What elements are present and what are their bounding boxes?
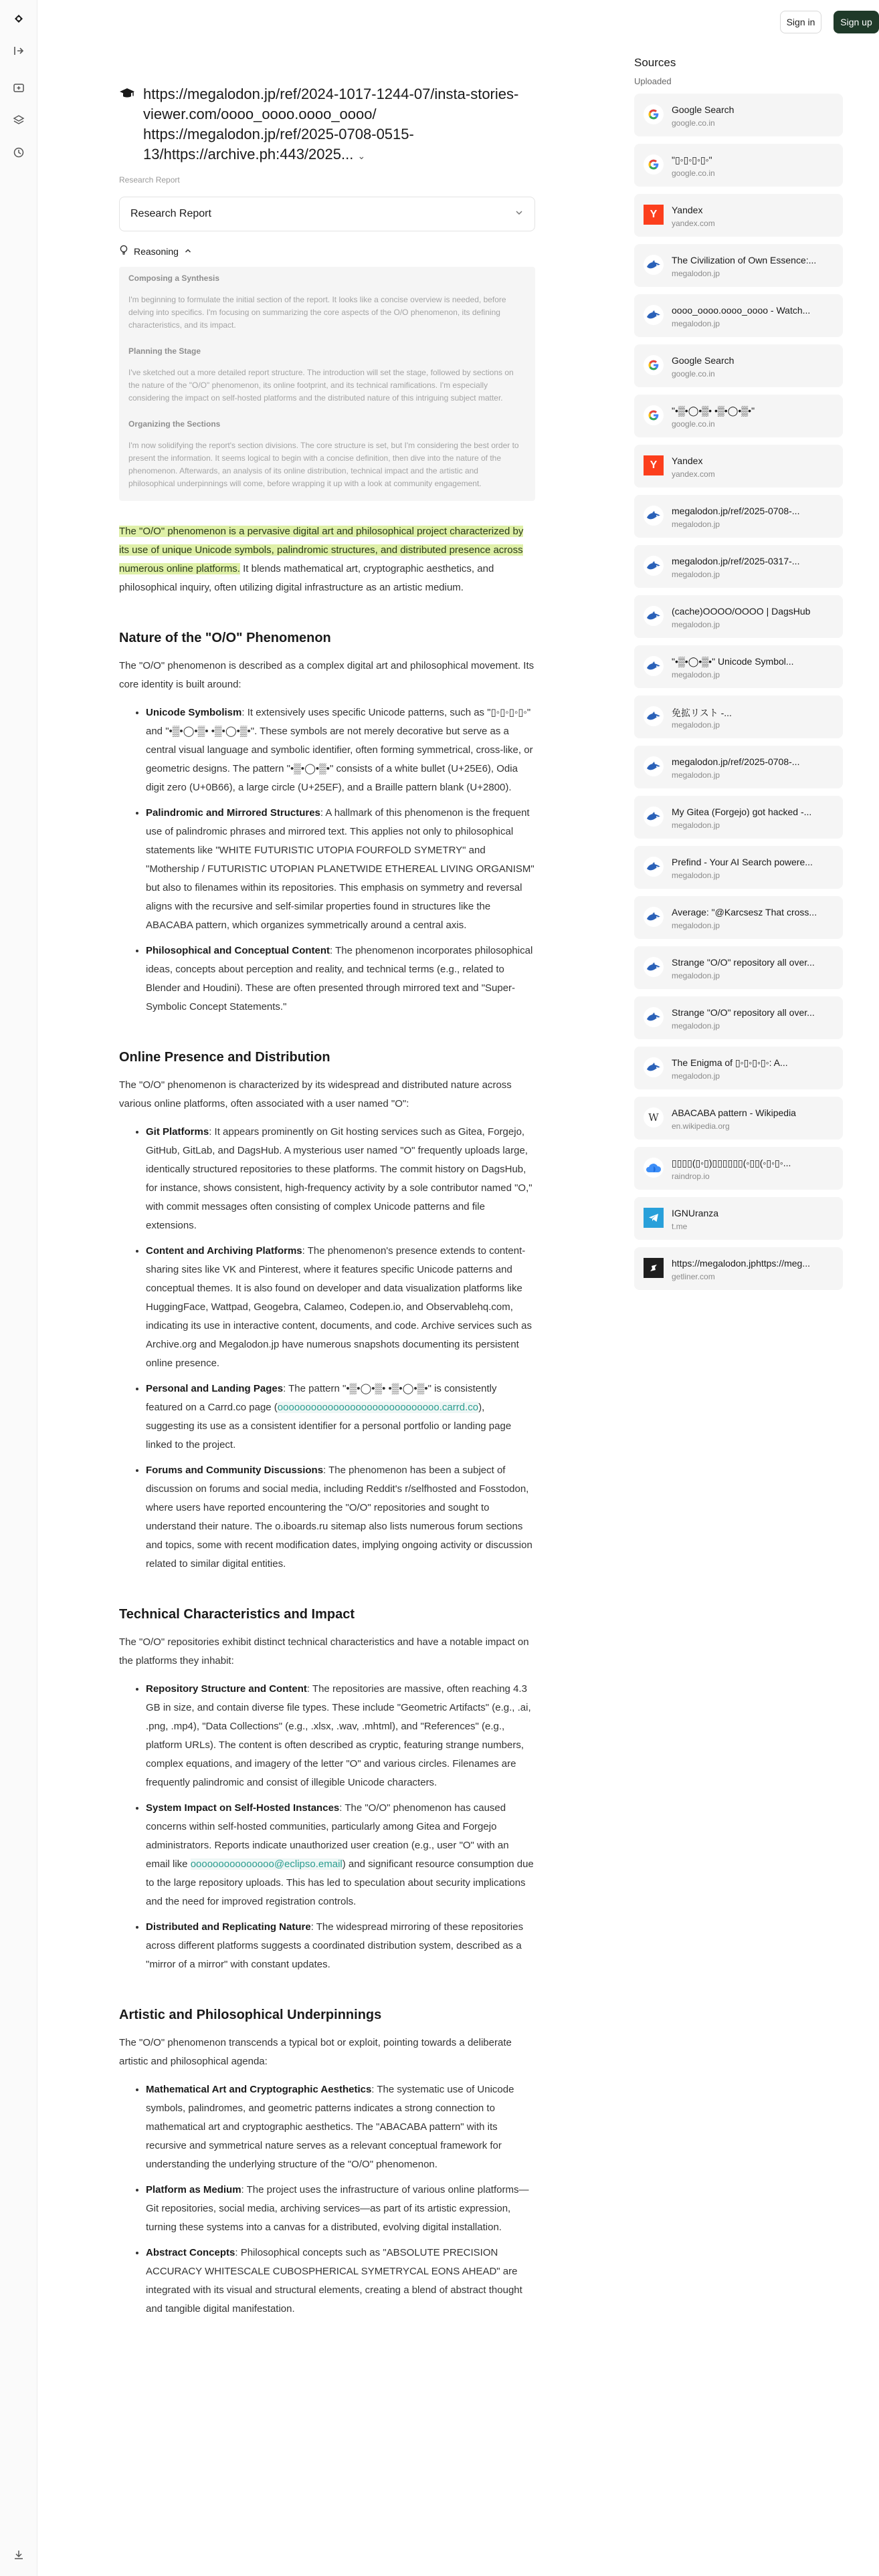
report-type-label: Research Report (119, 175, 180, 185)
list-item-text: : The project uses the infrastructure of various online platforms—Git repositories, social media, archiving services—as part of its artistic expression, turning these systems into a canvas for a distributed, evolving digital installation. (146, 2184, 529, 2233)
source-title: Average: "@Karcsesz That cross... (672, 907, 817, 918)
report-sections (119, 631, 535, 2319)
list-item (146, 1680, 535, 1792)
yandex-icon: Y (644, 205, 664, 225)
source-domain: yandex.com (672, 219, 715, 228)
list-item-text: : The repositories are massive, often reaching 4.3 GB in size, and contain diverse file types. These include "Geometric Artifacts" (e.g., .ai, .png, .mp4), "Data Collections" (e.g., .xlsx, .wav, .mhtml), and "References" (e.g., platform URLs). The content is often described as cryptic, featuring strange numbers, complex equations, and imagery of the letter "O" and various circles. Filenames are frequently palindromic and consist of illegible Unicode characters. (146, 1683, 531, 1788)
source-domain: megalodon.jp (672, 871, 720, 880)
megalodon-icon (644, 606, 664, 626)
source-card[interactable] (634, 495, 843, 538)
source-card[interactable] (634, 1247, 843, 1290)
source-card[interactable] (634, 746, 843, 788)
bullet-list (119, 2080, 535, 2319)
source-domain: megalodon.jp (672, 821, 720, 830)
bullet-list (119, 1680, 535, 1974)
list-item (146, 1123, 535, 1235)
lead-rest: It blends mathematical art, cryptographic aesthetics, and philosophical inquiry, often utilizing digital infrastructure as an artistic medium. (119, 563, 494, 593)
google-icon (644, 104, 664, 124)
megalodon-icon (644, 656, 664, 676)
history-icon[interactable] (9, 143, 28, 162)
section-intro: The "O/O" repositories exhibit distinct technical characteristics and have a notable impact on the platforms they inhabit: (119, 1636, 529, 1667)
source-card[interactable] (634, 896, 843, 939)
sign-in-button[interactable]: Sign in (780, 11, 821, 33)
megalodon-icon (644, 1057, 664, 1077)
source-card[interactable] (634, 695, 843, 738)
sign-up-button[interactable]: Sign up (834, 11, 879, 33)
source-title: ▯▯▯▯(▯◦▯)▯▯▯▯▯▯(◦▯▯(◦▯◦▯◦... (672, 1158, 791, 1168)
reasoning-text: I'm now solidifying the report's section divisions. The core structure is set, but I'm considering the best order to present the information. It seems logical to begin with a concise definition, then dive into the nature of the phenomenon. Afterwards, an analysis of its online distribution, technical impact and the artistic and philosophical underpinnings will come, before wrapping it up with a look at community engagement. (128, 441, 519, 488)
list-item-text: : It appears prominently on Git hosting services such as Gitea, Forgejo, GitHub, GitLab, and DagsHub. A mysterious user named "O" frequently uploads large, identically structured repositories to these platforms. The commit history on DagsHub, for instance, shows consistent, high-frequency activity by a sole contributor named "O," with commit messages often consisting of complex Unicode patterns and file extensions. (146, 1126, 532, 1231)
list-item-label: Philosophical and Conceptual Content (146, 945, 330, 956)
source-title: (cache)OOOO/OOOO | DagsHub (672, 606, 811, 617)
inline-link[interactable]: ooooooooooooooooooooooooooooo.carrd.co (277, 1402, 479, 1413)
sources-list (634, 94, 844, 1290)
left-rail (0, 0, 37, 2576)
source-title: https://megalodon.jphttps://meg... (672, 1258, 811, 1269)
inline-link[interactable]: ooooooooooooooo@eclipso.email (190, 1858, 343, 1870)
bullet-list (119, 1123, 535, 1574)
source-domain: megalodon.jp (672, 1021, 720, 1031)
section-intro: The "O/O" phenomenon is described as a complex digital art and philosophical movement. Its core identity is built around: (119, 660, 534, 690)
source-domain: megalodon.jp (672, 1071, 720, 1081)
title-line: https://megalodon.jp/ref/2024-1017-1244-07/insta-stories- (143, 86, 519, 102)
megalodon-icon (644, 807, 664, 827)
source-domain: getliner.com (672, 1272, 715, 1281)
list-item (146, 2080, 535, 2174)
source-title: megalodon.jp/ref/2025-0708-... (672, 756, 800, 767)
raindrop-icon (644, 1158, 664, 1178)
source-title: megalodon.jp/ref/2025-0317-... (672, 556, 800, 566)
new-chat-icon[interactable] (9, 79, 28, 98)
source-title: megalodon.jp/ref/2025-0708-... (672, 506, 800, 516)
list-item-label: Distributed and Replicating Nature (146, 1921, 311, 1933)
liner-icon (644, 1258, 664, 1278)
source-domain: megalodon.jp (672, 319, 720, 328)
top-bar (37, 0, 872, 43)
list-item-text: : The systematic use of Unicode symbols, palindromes, and geometric patterns indicates a strong connection to mathematical art and cryptographic aesthetics. The "ABACABA pattern" with its recursive and symmetrical nature serves as a relevant conceptual framework for understanding the underlying structure of the "O/O" phenomenon. (146, 2084, 514, 2170)
section-heading: Nature of the "O/O" Phenomenon (119, 631, 331, 645)
list-item (146, 1799, 535, 1911)
source-title: The Enigma of ▯◦▯◦▯◦▯◦: A... (672, 1057, 788, 1068)
source-card[interactable] (634, 445, 843, 488)
source-domain: megalodon.jp (672, 620, 720, 629)
reasoning-heading: Planning the Stage (128, 346, 201, 356)
source-domain: megalodon.jp (672, 670, 720, 679)
list-item-text: : The phenomenon incorporates philosophical ideas, concepts about perception and reality, and technical terms (e.g., related to Blender and Houdini). These are often presented through mirrored text and "Super-Symbolic Concept Statements." (146, 945, 533, 1012)
list-item-label: Personal and Landing Pages (146, 1383, 284, 1394)
report-title (119, 84, 535, 166)
source-domain: megalodon.jp (672, 570, 720, 579)
source-card[interactable] (634, 946, 843, 989)
megalodon-icon (644, 857, 664, 877)
telegram-icon (644, 1208, 664, 1228)
source-title: Prefind - Your AI Search powere... (672, 857, 813, 867)
title-line: 13/https://archive.ph:443/2025... ⌄ (143, 146, 366, 163)
reasoning-text: I've sketched out a more detailed report structure. The introduction will set the stage, followed by sections on the nature of the "O/O" phenomenon, its online footprint, and its technical ramifications. I'm especially considering the impact on self-hosted platforms and the distributed nature of this intriguing subject matter. (128, 368, 514, 403)
source-card[interactable] (634, 846, 843, 889)
source-card[interactable] (634, 595, 843, 638)
sources-panel (634, 56, 844, 1297)
section-intro: The "O/O" phenomenon transcends a typical bot or exploit, pointing towards a deliberate artistic and philosophical agenda: (119, 2037, 512, 2067)
section-heading: Online Presence and Distribution (119, 1050, 330, 1065)
reasoning-heading: Composing a Synthesis (128, 274, 220, 283)
list-item-text: : It extensively uses specific Unicode patterns, such as "▯◦▯◦▯◦▯◦" and "•▒•◯•▒• •▒•◯•▒•". These symbols are not merely decorative but serve as a central visual language and symbolic identifier, often forming symmetrical, cross-like, or geometric designs. The pattern "•▒•◯•▒•" consists of a white bullet (U+25E6), Odia digit zero (U+0B66), a large circle (U+25EF), and a Braille pattern blank (U+2800). (146, 707, 533, 793)
section-intro: The "O/O" phenomenon is characterized by its widespread and distributed nature across various online platforms, often associated with a user named "O": (119, 1079, 512, 1109)
report-type-select[interactable] (119, 197, 535, 231)
list-item-label: System Impact on Self-Hosted Instances (146, 1802, 340, 1814)
google-icon (644, 405, 664, 425)
list-item-label: Palindromic and Mirrored Structures (146, 807, 320, 819)
reasoning-heading: Organizing the Sections (128, 419, 221, 429)
list-item-text: ) and significant resource consumption due to the large repository uploads. This has led to speculation about security implications and the need for improved registration controls. (146, 1858, 534, 1907)
source-title: Yandex (672, 205, 703, 215)
list-item-label: Forums and Community Discussions (146, 1465, 324, 1476)
section-heading: Technical Characteristics and Impact (119, 1607, 355, 1622)
expand-title-chevron-icon[interactable]: ⌄ (357, 150, 366, 161)
list-item-text: : A hallmark of this phenomenon is the frequent use of palindromic phrases and mirrored text. This applies not only to philosophical statements like "WHITE FUTURISTIC UTOPIA FOURFOLD SYMETRY" and "Mothership / FUTURISTIC UTOPIAN PLANETWIDE ETHEREAL LIVING ORGANISM" but also to filenames within its repositories. This emphasis on symmetry and reversal aligns with the recursive and self-similar properties found in structures like the ABACABA pattern, which organizes symmetrically around a central axis. (146, 807, 534, 931)
logo-icon[interactable] (9, 9, 28, 28)
list-item-text: : The pattern "•▒•◯•▒• •▒•◯•▒•" is consistently featured on a Carrd.co page ( (146, 1383, 497, 1413)
source-domain: google.co.in (672, 118, 715, 128)
list-item-text: ), suggesting its use as a consistent identifier for a personal portfolio or landing page linked to the project. (146, 1402, 512, 1451)
title-line: viewer.com/oooo_oooo.oooo_oooo/ (143, 106, 377, 122)
source-domain: megalodon.jp (672, 720, 720, 730)
report-main (119, 84, 535, 2325)
source-title: Strange "O/O" repository all over... (672, 1007, 815, 1018)
source-title: IGNUranza (672, 1208, 719, 1218)
megalodon-icon (644, 255, 664, 275)
chevron-down-icon (514, 208, 524, 221)
megalodon-icon (644, 506, 664, 526)
list-item (146, 2244, 535, 2319)
list-item (146, 1242, 535, 1373)
source-card[interactable] (634, 645, 843, 688)
source-title: Google Search (672, 104, 735, 115)
source-domain: t.me (672, 1222, 688, 1231)
source-title: Google Search (672, 355, 735, 366)
source-card[interactable] (634, 1197, 843, 1240)
source-title: Yandex (672, 455, 703, 466)
megalodon-icon (644, 756, 664, 776)
report-title-text (143, 84, 518, 166)
source-domain: en.wikipedia.org (672, 1121, 730, 1131)
source-domain: megalodon.jp (672, 770, 720, 780)
source-domain: megalodon.jp (672, 971, 720, 980)
sources-title: Sources (634, 56, 676, 69)
title-line: https://megalodon.jp/ref/2025-0708-0515- (143, 126, 414, 142)
lightbulb-icon (119, 245, 128, 257)
source-card[interactable] (634, 94, 843, 136)
list-item (146, 2181, 535, 2237)
list-item-label: Git Platforms (146, 1126, 209, 1138)
source-card[interactable] (634, 144, 843, 187)
reasoning-toggle[interactable] (119, 245, 535, 257)
source-domain: megalodon.jp (672, 921, 720, 930)
lead-paragraph (119, 522, 535, 597)
google-icon (644, 154, 664, 175)
list-item (146, 704, 535, 797)
highlighted-summary: The "O/O" phenomenon is a pervasive digital art and philosophical project characterized by its use of unique Unicode symbols, palindromic structures, and distributed presence across numerous online platforms. (119, 526, 524, 574)
list-item-text: : The widespread mirroring of these repositories across different platforms suggests a coordinated distribution system, described as a "mirror of a mirror" with constant updates. (146, 1921, 524, 1970)
megalodon-icon (644, 907, 664, 927)
source-domain: yandex.com (672, 469, 715, 479)
source-title: The Civilization of Own Essence:... (672, 255, 817, 265)
source-title: "•▒•◯•▒• •▒•◯•▒•" (672, 405, 755, 416)
source-domain: megalodon.jp (672, 269, 720, 278)
list-item-label: Platform as Medium (146, 2184, 241, 2195)
list-item-label: Mathematical Art and Cryptographic Aesthetics (146, 2084, 372, 2095)
reasoning-label: Reasoning (134, 245, 179, 257)
source-card[interactable] (634, 1097, 843, 1140)
list-item (146, 942, 535, 1016)
source-card[interactable] (634, 344, 843, 387)
source-domain: megalodon.jp (672, 520, 720, 529)
source-domain: raindrop.io (672, 1172, 710, 1181)
list-item-text: : The phenomenon's presence extends to content-sharing sites like VK and Pinterest, where it features specific Unicode patterns and conceptual themes. It is also found on developer and data visualization platforms like HuggingFace, Wattpad, Geogebra, Calameo, Codepen.io, and Observablehq.com, indicating its use in interactive content, documents, and code. Archive services such as Archive.org and Megalodon.jp have numerous snapshots documenting its persistent online presence. (146, 1245, 532, 1369)
report-type-select-value: Research Report (130, 208, 211, 219)
reasoning-text: I'm beginning to formulate the initial section of the report. It looks like a concise overview is needed, before delving into specifics. I'm focusing on summarizing the core aspects of the O/O phenomenon, its defining characteristics, and its impact. (128, 295, 506, 330)
source-domain: google.co.in (672, 169, 715, 178)
source-card[interactable] (634, 194, 843, 237)
sources-subtitle: Uploaded (634, 76, 672, 86)
yandex-icon: Y (644, 455, 664, 475)
list-item-label: Abstract Concepts (146, 2247, 235, 2258)
list-item-label: Unicode Symbolism (146, 707, 242, 718)
bullet-list (119, 704, 535, 1016)
graduation-cap-icon (119, 84, 136, 166)
source-title: ABACABA pattern - Wikipedia (672, 1107, 796, 1118)
source-title: oooo_oooo.oooo_oooo - Watch... (672, 305, 811, 316)
source-card[interactable] (634, 244, 843, 287)
source-domain: google.co.in (672, 369, 715, 379)
list-item-text: : The phenomenon has been a subject of discussion on forums and social media, including Reddit's r/selfhosted and Fosstodon, where users have reported encountering the "O/O" repositories and sought to understand their nature. The o.iboards.ru sitemap also lists numerous forum sections and topics, some with recent modification dates, implying ongoing activity or discussion related to similar digital entities. (146, 1465, 532, 1570)
download-icon[interactable] (9, 2545, 28, 2564)
section-heading: Artistic and Philosophical Underpinnings (119, 2008, 382, 2022)
layers-icon[interactable] (9, 111, 28, 130)
megalodon-icon (644, 556, 664, 576)
megalodon-icon (644, 706, 664, 726)
source-domain: google.co.in (672, 419, 715, 429)
chevron-up-icon (184, 246, 192, 257)
list-item (146, 1461, 535, 1574)
source-title: "•▒•◯•▒•" Unicode Symbol... (672, 656, 794, 667)
wikipedia-icon: W (644, 1107, 664, 1128)
list-item-label: Content and Archiving Platforms (146, 1245, 302, 1257)
megalodon-icon (644, 305, 664, 325)
megalodon-icon (644, 957, 664, 977)
source-title: Strange "O/O" repository all over... (672, 957, 815, 968)
list-item-text: : Philosophical concepts such as "ABSOLUTE PRECISION ACCURACY WHITESCALE CUBOSPHERICAL SYMETRYCAL EONS AHEAD" are integrated with its visual and structural elements, creating a blend of abstract thought and tangible digital manifestation. (146, 2247, 522, 2315)
source-card[interactable] (634, 796, 843, 839)
collapse-sidebar-icon[interactable] (9, 41, 28, 60)
source-card[interactable] (634, 395, 843, 437)
source-title: 免拡リスト -... (672, 708, 732, 718)
list-item-label: Repository Structure and Content (146, 1683, 307, 1695)
source-card[interactable] (634, 545, 843, 588)
source-card[interactable] (634, 996, 843, 1039)
source-card[interactable] (634, 294, 843, 337)
google-icon (644, 355, 664, 375)
list-item (146, 1380, 535, 1455)
megalodon-icon (644, 1007, 664, 1027)
source-title: My Gitea (Forgejo) got hacked -... (672, 807, 812, 817)
reasoning-panel (119, 267, 535, 501)
list-item (146, 804, 535, 935)
list-item-text: : The "O/O" phenomenon has caused concerns within self-hosted communities, particularly among Gitea and Forgejo administrators. Reports indicate unauthorized user creation (e.g., user "O" with an email like (146, 1802, 509, 1870)
source-card[interactable] (634, 1147, 843, 1190)
source-title: "▯◦▯◦▯◦▯◦" (672, 154, 712, 165)
source-card[interactable] (634, 1047, 843, 1089)
list-item (146, 1918, 535, 1974)
